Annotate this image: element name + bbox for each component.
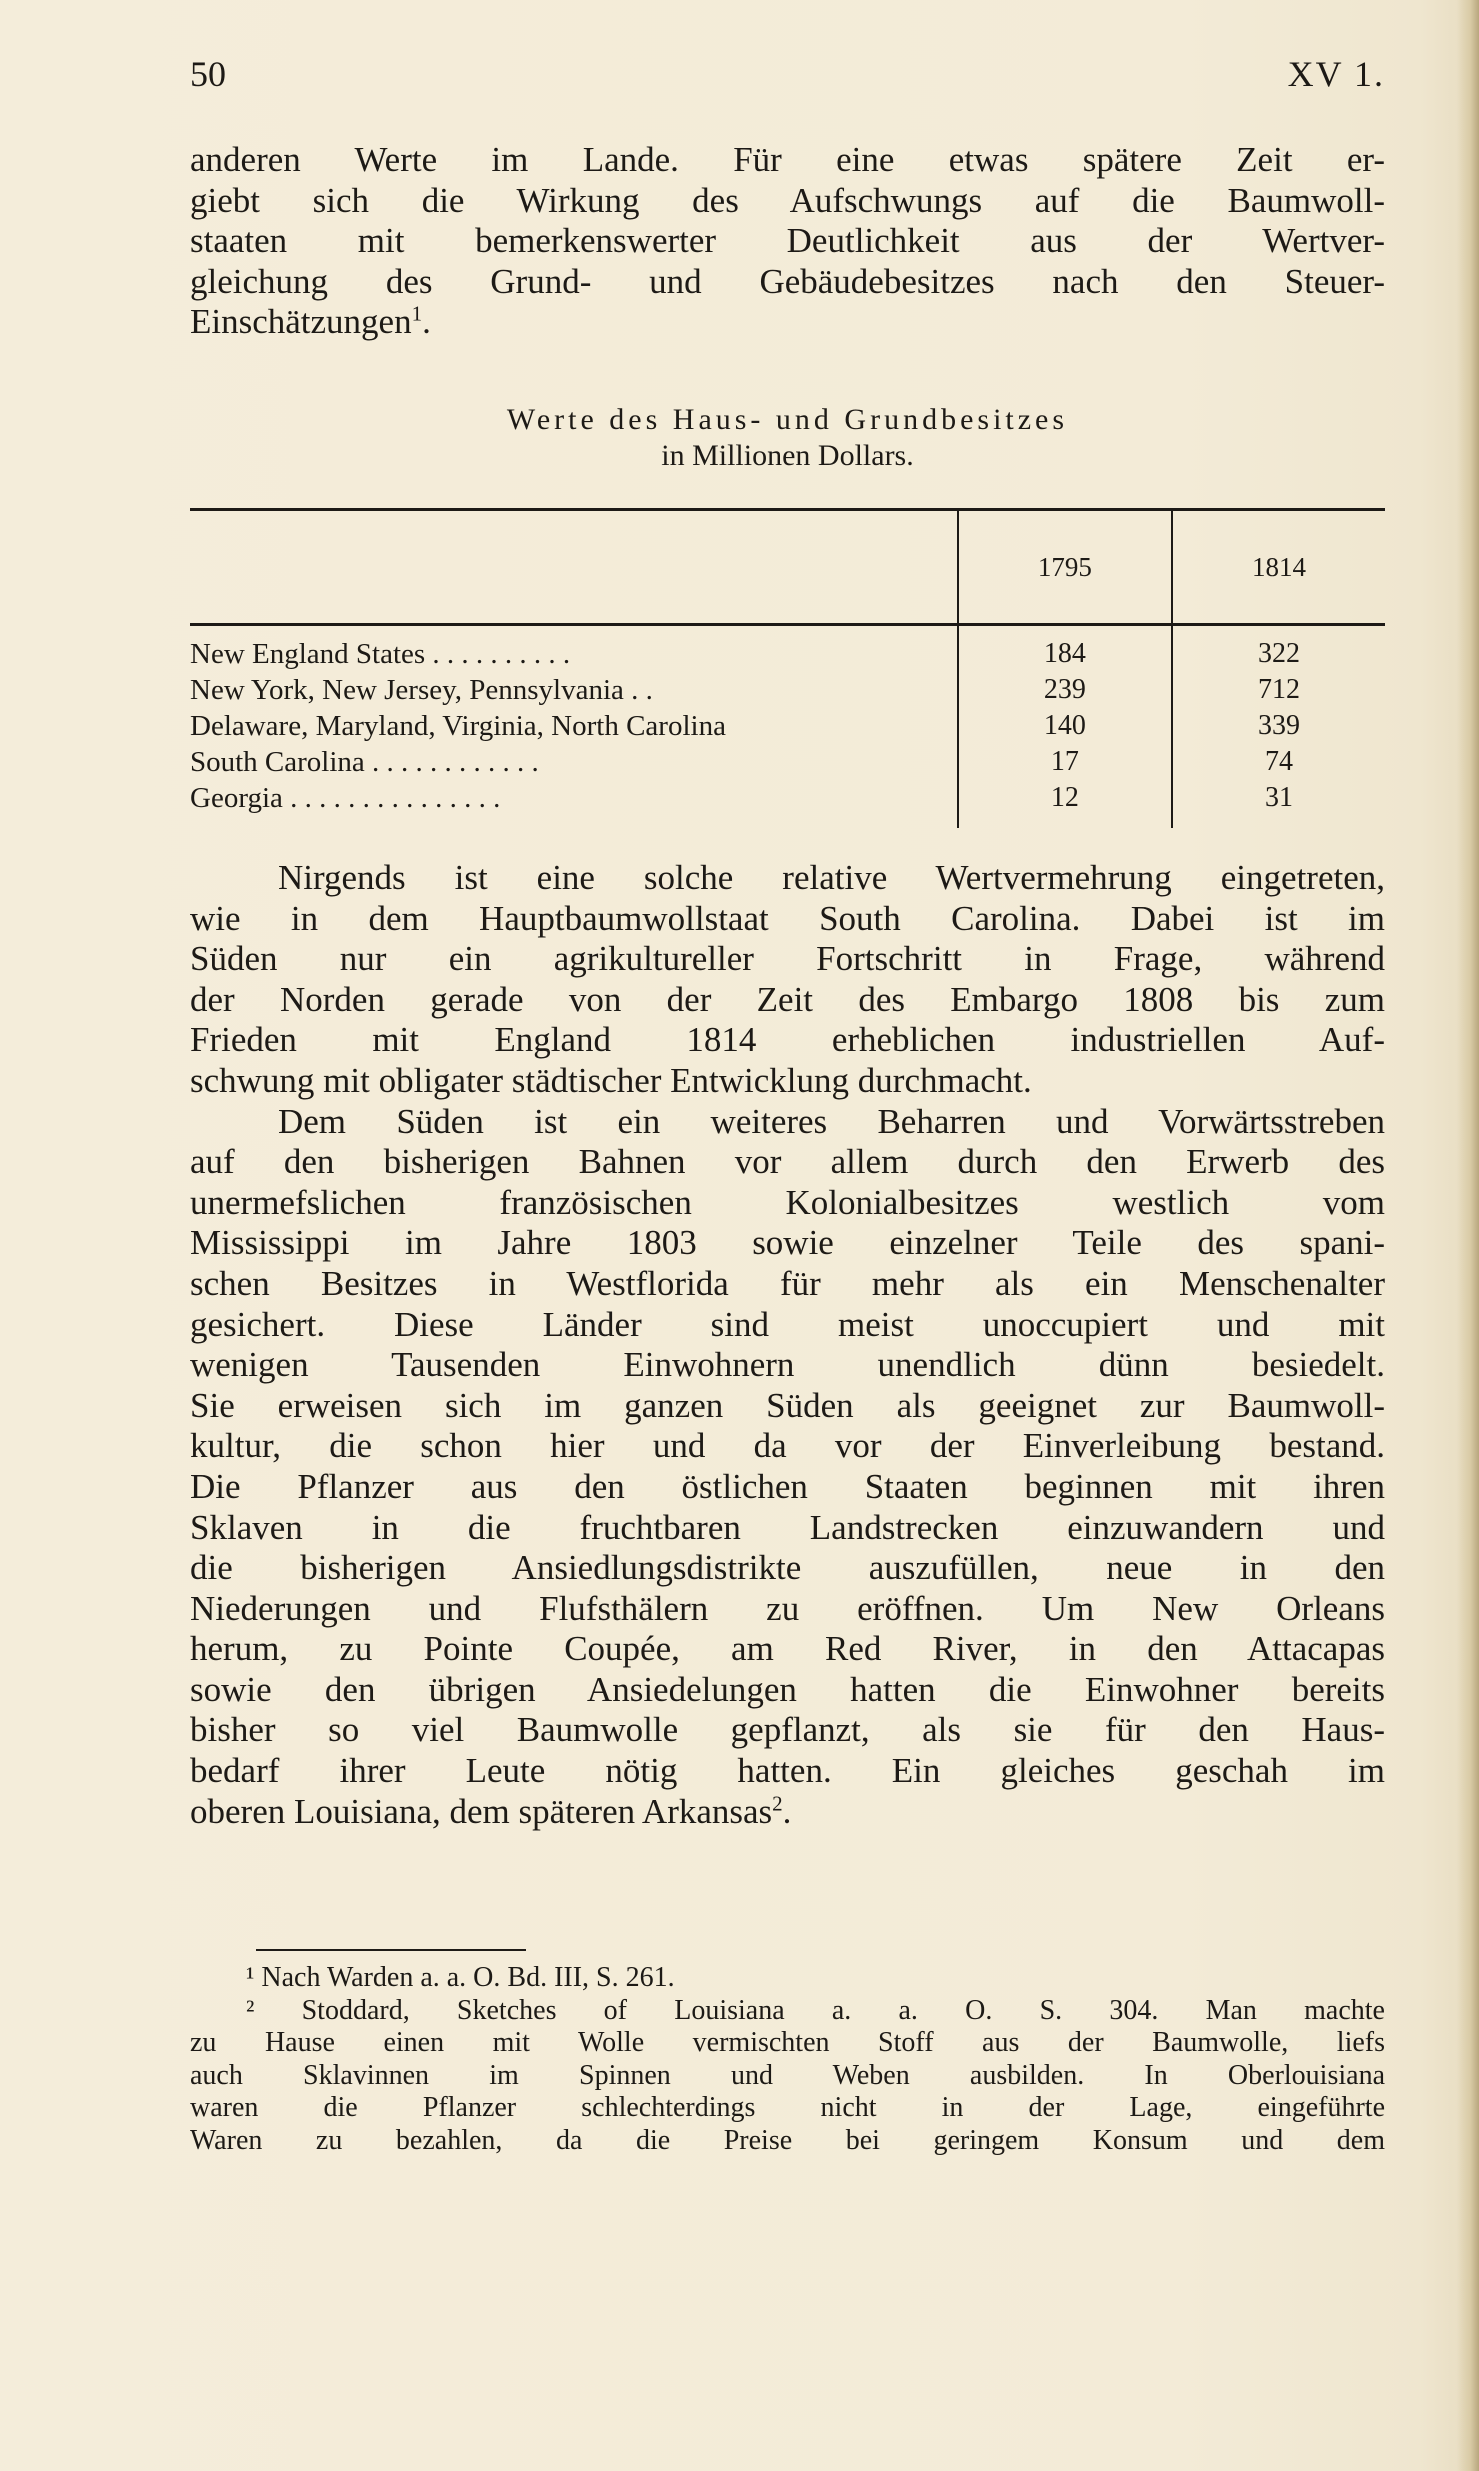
value-1814: 712 bbox=[1172, 672, 1385, 708]
table-title: Werte des Haus- und Grundbesitzes bbox=[506, 403, 1069, 436]
property-values-table bbox=[190, 508, 1385, 828]
text-fragment: Einschätzungen bbox=[190, 302, 412, 342]
text-line: Süden nur ein agrikultureller Fortschritt in Frage, während bbox=[190, 939, 1385, 979]
table-caption bbox=[190, 402, 1385, 474]
table-row bbox=[190, 625, 1385, 673]
row-label: Delaware, Maryland, Virginia, North Carolina bbox=[190, 710, 726, 742]
text-line bbox=[190, 1792, 1385, 1833]
text-line: Dem Süden ist ein weiteres Beharren und Vorwärtsstreben bbox=[278, 1101, 1385, 1141]
text-line bbox=[190, 302, 1385, 343]
text-line: Die Pflanzer aus den östlichen Staaten beginnen mit ihren bbox=[190, 1466, 1385, 1506]
value-1795: 239 bbox=[958, 672, 1172, 708]
text-fragment: . bbox=[782, 1791, 792, 1831]
value-1814: 74 bbox=[1172, 744, 1385, 780]
text-line: bedarf ihrer Leute nötig hatten. Ein gleiches geschah im bbox=[190, 1751, 1385, 1791]
footnotes bbox=[190, 1962, 1385, 2157]
table-row bbox=[190, 744, 1385, 780]
header-1814: 1814 bbox=[1172, 511, 1385, 625]
table-row bbox=[190, 708, 1385, 744]
text-line: gleichung des Grund- und Gebäudebesitzes nach den Steuer- bbox=[190, 261, 1385, 301]
text-line: Sklaven in die fruchtbaren Landstrecken einzuwandern und bbox=[190, 1507, 1385, 1547]
footnote-2-line: auch Sklavinnen im Spinnen und Weben ausbilden. In Oberlouisiana bbox=[190, 2059, 1385, 2091]
text-line: wenigen Tausenden Einwohnern unendlich dünn besiedelt. bbox=[190, 1345, 1385, 1385]
value-1814: 31 bbox=[1172, 780, 1385, 828]
footnote-2-line: waren die Pflanzer schlechterdings nicht in der Lage, eingeführte bbox=[190, 2092, 1385, 2123]
page-number: 50 bbox=[190, 54, 226, 94]
footnote-2-line: Waren zu bezahlen, da die Preise bei geringem Konsum und dem bbox=[190, 2124, 1385, 2156]
footnote-1: ¹ Nach Warden a. a. O. Bd. III, S. 261. bbox=[246, 1962, 675, 1993]
row-label: New England States . . . . . . . . . . bbox=[190, 638, 571, 670]
text-line: die bisherigen Ansiedlungsdistrikte auszufüllen, neue in den bbox=[190, 1548, 1385, 1588]
text-line: auf den bisherigen Bahnen vor allem durch den Erwerb des bbox=[190, 1142, 1385, 1182]
text-line: der Norden gerade von der Zeit des Embargo 1808 bis zum bbox=[190, 979, 1385, 1019]
page-edge bbox=[1457, 0, 1479, 2471]
text-line: Mississippi im Jahre 1803 sowie einzelner Teile des spani- bbox=[190, 1223, 1385, 1263]
footnote-divider bbox=[256, 1949, 526, 1951]
row-label: Georgia . . . . . . . . . . . . . . . bbox=[190, 782, 501, 814]
text-line: herum, zu Pointe Coupée, am Red River, in den Attacapas bbox=[190, 1629, 1385, 1669]
footnote-2-line: ² Stoddard, Sketches of Louisiana a. a. O. S. 304. Man machte bbox=[246, 1994, 1385, 2026]
intro-paragraph bbox=[190, 140, 1385, 343]
text-line: Frieden mit England 1814 erheblichen industriellen Auf- bbox=[190, 1020, 1385, 1060]
text-line: gesichert. Diese Länder sind meist unoccupiert und mit bbox=[190, 1304, 1385, 1344]
row-label: New York, New Jersey, Pennsylvania . . bbox=[190, 674, 653, 706]
table-row bbox=[190, 780, 1385, 828]
table-row bbox=[190, 672, 1385, 708]
value-1814: 322 bbox=[1172, 625, 1385, 673]
value-1814: 339 bbox=[1172, 708, 1385, 744]
value-1795: 140 bbox=[958, 708, 1172, 744]
header-blank-cell bbox=[190, 511, 958, 625]
text-line: bisher so viel Baumwolle gepflanzt, als sie für den Haus- bbox=[190, 1710, 1385, 1750]
text-line: Nirgends ist eine solche relative Wertvermehrung eingetreten, bbox=[278, 858, 1385, 897]
text-fragment: . bbox=[422, 302, 431, 342]
text-line: schwung mit obligater städtischer Entwicklung durchmacht. bbox=[190, 1060, 1032, 1100]
text-line: giebt sich die Wirkung des Aufschwungs auf die Baumwoll- bbox=[190, 180, 1385, 220]
table-subtitle: in Millionen Dollars. bbox=[661, 439, 914, 472]
footnote-ref-1: 1 bbox=[411, 302, 423, 326]
text-line: unermefslichen französischen Kolonialbesitzes westlich vom bbox=[190, 1182, 1385, 1222]
footnote-ref-2: 2 bbox=[772, 1791, 783, 1815]
row-label: South Carolina . . . . . . . . . . . . bbox=[190, 746, 539, 778]
value-1795: 12 bbox=[958, 780, 1172, 828]
value-1795: 17 bbox=[958, 744, 1172, 780]
text-line: Niederungen und Flufsthälern zu eröffnen. Um New Orleans bbox=[190, 1588, 1385, 1628]
header-1795: 1795 bbox=[958, 511, 1172, 625]
table-header-row bbox=[190, 511, 1385, 625]
value-1795: 184 bbox=[958, 625, 1172, 673]
text-line: sowie den übrigen Ansiedelungen hatten die Einwohner bereits bbox=[190, 1669, 1385, 1709]
text-line: Sie erweisen sich im ganzen Süden als geeignet zur Baumwoll- bbox=[190, 1385, 1385, 1425]
text-line: wie in dem Hauptbaumwollstaat South Carolina. Dabei ist im bbox=[190, 898, 1385, 938]
text-fragment: oberen Louisiana, dem späteren Arkansas bbox=[190, 1791, 773, 1831]
text-line: kultur, die schon hier und da vor der Einverleibung bestand. bbox=[190, 1426, 1385, 1466]
body-paragraphs bbox=[190, 858, 1385, 1832]
footnote-2-line: zu Hause einen mit Wolle vermischten Stoff aus der Baumwolle, liefs bbox=[190, 2027, 1385, 2058]
text-line: anderen Werte im Lande. Für eine etwas spätere Zeit er- bbox=[190, 140, 1385, 179]
signature-mark: XV 1. bbox=[1287, 54, 1385, 94]
text-line: staaten mit bemerkenswerter Deutlichkeit aus der Wertver- bbox=[190, 221, 1385, 261]
text-line: schen Besitzes in Westflorida für mehr als ein Menschenalter bbox=[190, 1263, 1385, 1303]
